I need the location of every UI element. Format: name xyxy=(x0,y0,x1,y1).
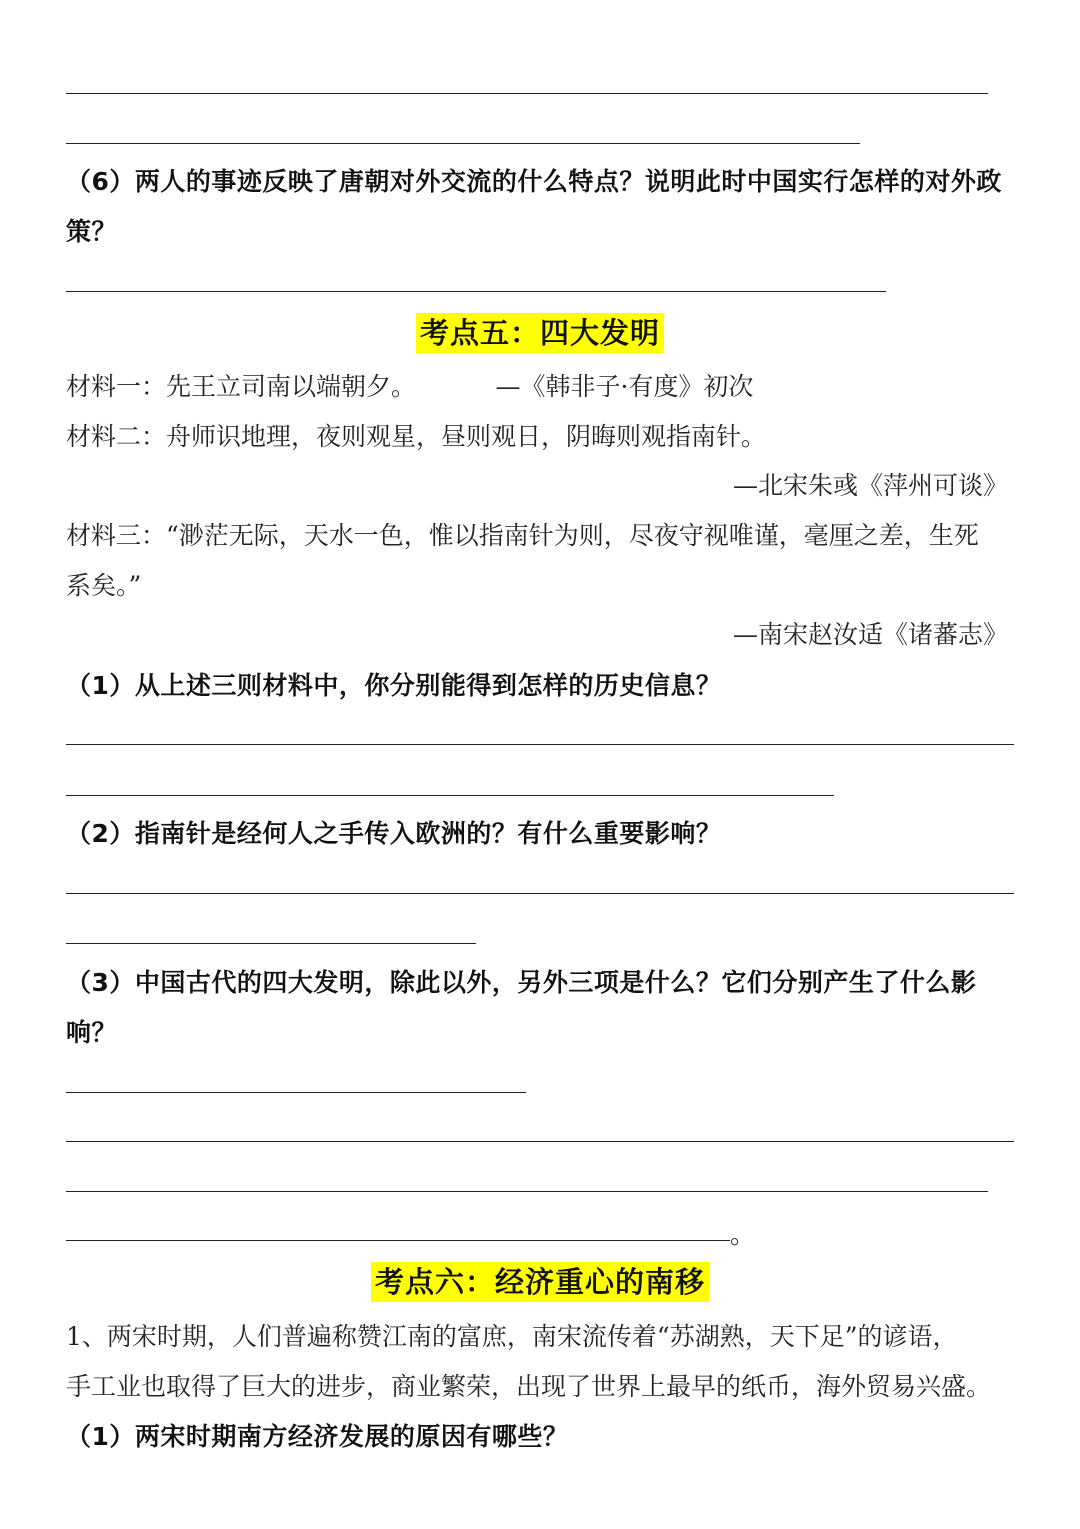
answer-line xyxy=(66,744,1014,745)
material-3-line2: 系矣。” xyxy=(66,571,142,600)
section-6-paragraph-line1: 1、两宋时期，人们普遍称赞江南的富庶，南宋流传着“苏湖熟，天下足”的谚语， xyxy=(66,1322,958,1351)
section-6-heading-wrap xyxy=(0,1262,1080,1302)
answer-line xyxy=(66,893,1014,894)
end-mark: 。 xyxy=(730,1220,756,1249)
section-5-question-1: （1）从上述三则材料中，你分别能得到怎样的历史信息？ xyxy=(66,671,722,700)
answer-line xyxy=(66,795,834,796)
section-5-question-3-line1: （3）中国古代的四大发明，除此以外，另外三项是什么？它们分别产生了什么影 xyxy=(66,968,977,997)
section-5-heading: 考点五：四大发明 xyxy=(416,313,664,353)
section-5-heading-wrap xyxy=(0,313,1080,353)
section-6-heading: 考点六：经济重心的南移 xyxy=(371,1262,709,1302)
answer-line xyxy=(66,1191,988,1192)
answer-line xyxy=(66,291,886,292)
section-5-question-3-line2: 响？ xyxy=(66,1018,118,1047)
answer-line xyxy=(66,143,860,144)
material-2-source: —北宋朱彧《萍州可谈》 xyxy=(732,471,1008,500)
answer-line xyxy=(66,1141,1014,1142)
section-5-question-2: （2）指南针是经何人之手传入欧洲的？有什么重要影响？ xyxy=(66,819,722,848)
question-6-line1: （6）两人的事迹反映了唐朝对外交流的什么特点？说明此时中国实行怎样的对外政 xyxy=(66,167,1002,196)
answer-line xyxy=(66,1240,730,1241)
answer-line xyxy=(66,93,988,94)
answer-line xyxy=(66,1092,526,1093)
material-3-line1: 材料三：“渺茫无际，天水一色，惟以指南针为则，尽夜守视唯谨，毫厘之差，生死 xyxy=(66,521,979,550)
answer-line xyxy=(66,943,476,944)
material-3-source: —南宋赵汝适《诸蕃志》 xyxy=(732,620,1008,649)
material-2: 材料二：舟师识地理，夜则观星，昼则观日，阴晦则观指南针。 xyxy=(66,422,767,451)
question-6-line2: 策？ xyxy=(66,217,118,246)
section-6-paragraph-line2: 手工业也取得了巨大的进步，商业繁荣，出现了世界上最早的纸币，海外贸易兴盛。 xyxy=(66,1372,992,1401)
section-6-question-1: （1）两宋时期南方经济发展的原因有哪些？ xyxy=(66,1422,569,1451)
material-1: 材料一：先王立司南以端朝夕。 —《韩非子·有度》初次 xyxy=(66,372,754,401)
